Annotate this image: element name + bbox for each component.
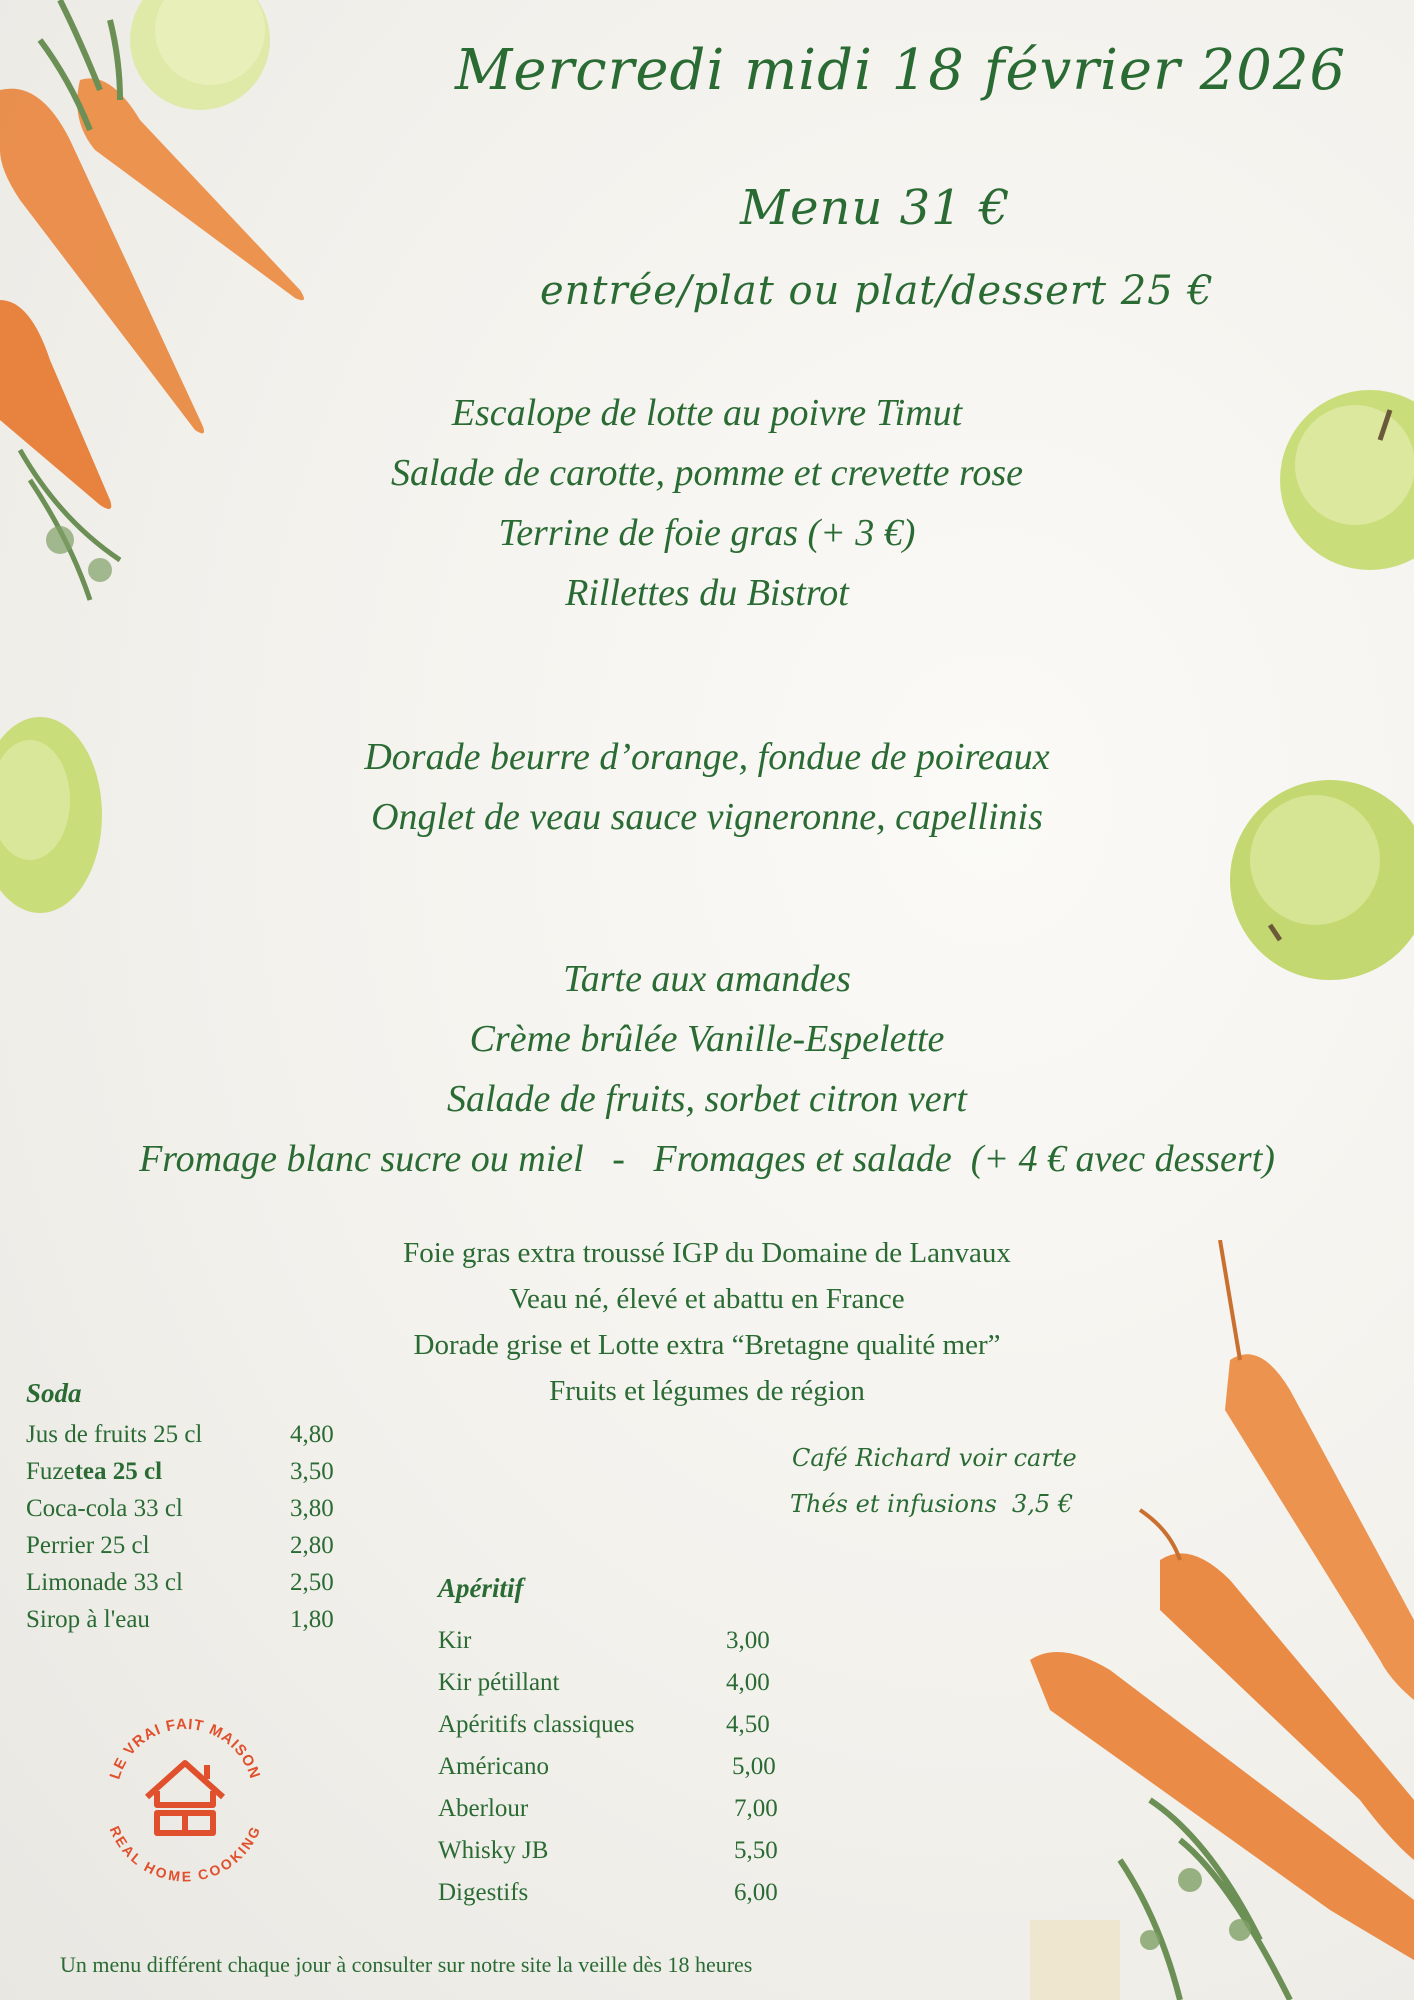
- stamp-bottom-text: REAL HOME COOKING: [106, 1823, 264, 1885]
- dessert-item: Crème brûlée Vanille-Espelette: [469, 1018, 945, 1060]
- starters-list: [0, 383, 1414, 623]
- soda-price: 3,80: [290, 1495, 334, 1522]
- soda-row: [26, 1564, 334, 1601]
- coffee-note: Café Richard voir carte: [792, 1444, 1077, 1472]
- aperitif-row: [438, 1746, 778, 1788]
- tea-note: Thés et infusions 3,5 €: [790, 1490, 1074, 1518]
- aperitif-name: Américano: [438, 1753, 550, 1780]
- dessert-item: Tarte aux amandes: [563, 958, 851, 1000]
- soda-title: Soda: [26, 1378, 82, 1408]
- aperitif-price: 4,00: [726, 1669, 770, 1696]
- soda-name-plain: Fuze: [26, 1458, 75, 1485]
- mains-list: [0, 727, 1414, 847]
- soda-name: Perrier 25 cl: [26, 1532, 150, 1559]
- starter-item: Rillettes du Bistrot: [565, 572, 849, 614]
- aperitif-name: Digestifs: [438, 1879, 529, 1906]
- aperitif-price: 5,00: [732, 1753, 776, 1780]
- aperitif-name: Aberlour: [438, 1795, 529, 1822]
- aperitif-name: Kir: [438, 1627, 472, 1654]
- origin-item: Dorade grise et Lotte extra “Bretagne qualité mer”: [413, 1329, 1001, 1361]
- dessert-item: Salade de fruits, sorbet citron vert: [447, 1078, 967, 1120]
- starter-item: Escalope de lotte au poivre Timut: [451, 392, 963, 434]
- aperitif-title: Apéritif: [438, 1573, 524, 1603]
- soda-row: [26, 1601, 334, 1638]
- aperitif-row: [438, 1662, 778, 1704]
- aperitif-price-list: [438, 1620, 778, 1914]
- soda-price: 3,50: [290, 1458, 334, 1485]
- formula-price-heading: entrée/plat ou plat/dessert 25 €: [540, 268, 1214, 314]
- svg-text:LE VRAI FAIT MAISON: [107, 1716, 264, 1782]
- origin-item: Fruits et légumes de région: [549, 1375, 865, 1407]
- aperitif-price: 7,00: [734, 1795, 778, 1822]
- house-icon: [147, 1763, 223, 1833]
- aperitif-row: [438, 1872, 778, 1914]
- aperitif-name: Whisky JB: [438, 1837, 549, 1864]
- soda-price: 2,80: [290, 1532, 334, 1559]
- main-item: Dorade beurre d’orange, fondue de poireaux: [364, 736, 1050, 778]
- stamp-top-text: LE VRAI FAIT MAISON: [106, 1715, 264, 1782]
- soda-name: Jus de fruits 25 cl: [26, 1421, 203, 1448]
- menu-price-heading: Menu 31 €: [740, 180, 1011, 236]
- menu-date-heading: Mercredi midi 18 février 2026: [455, 38, 1347, 103]
- soda-row: [26, 1527, 334, 1564]
- aperitif-price: 4,50: [726, 1711, 770, 1738]
- main-item: Onglet de veau sauce vigneronne, capellinis: [371, 796, 1043, 838]
- fait-maison-stamp-logo: [95, 1705, 275, 1885]
- origin-item: Veau né, élevé et abattu en France: [509, 1283, 905, 1315]
- aperitif-name: Apéritifs classiques: [438, 1711, 635, 1738]
- soda-price: 4,80: [290, 1421, 334, 1448]
- aperitif-row: [438, 1830, 778, 1872]
- desserts-list: [0, 949, 1414, 1189]
- aperitif-price: 6,00: [734, 1879, 778, 1906]
- aperitif-price: 3,00: [726, 1627, 770, 1654]
- soda-row: [26, 1416, 334, 1453]
- origin-item: Foie gras extra troussé IGP du Domaine de Lanvaux: [403, 1237, 1011, 1269]
- origins-list: [0, 1230, 1414, 1414]
- soda-name: [26, 1453, 290, 1490]
- dessert-item: Fromage blanc sucre ou miel - Fromages et salade (+ 4 € avec dessert): [139, 1138, 1275, 1180]
- soda-row: [26, 1490, 334, 1527]
- soda-name: Coca-cola 33 cl: [26, 1495, 183, 1522]
- aperitif-price: 5,50: [734, 1837, 778, 1864]
- soda-name-bold: tea 25 cl: [74, 1458, 163, 1485]
- soda-price: 1,80: [290, 1606, 334, 1633]
- aperitif-row: [438, 1620, 778, 1662]
- soda-price: 2,50: [290, 1569, 334, 1596]
- soda-name: Limonade 33 cl: [26, 1569, 183, 1596]
- aperitif-row: [438, 1788, 778, 1830]
- soda-name: Sirop à l'eau: [26, 1606, 150, 1633]
- footer-note: Un menu différent chaque jour à consulter sur notre site la veille dès 18 heures: [60, 1952, 753, 1977]
- soda-row: [26, 1453, 334, 1490]
- soda-price-list: [26, 1416, 334, 1638]
- starter-item: Terrine de foie gras (+ 3 €): [498, 512, 916, 554]
- aperitif-row: [438, 1704, 778, 1746]
- starter-item: Salade de carotte, pomme et crevette rose: [390, 452, 1024, 494]
- aperitif-name: Kir pétillant: [438, 1669, 560, 1696]
